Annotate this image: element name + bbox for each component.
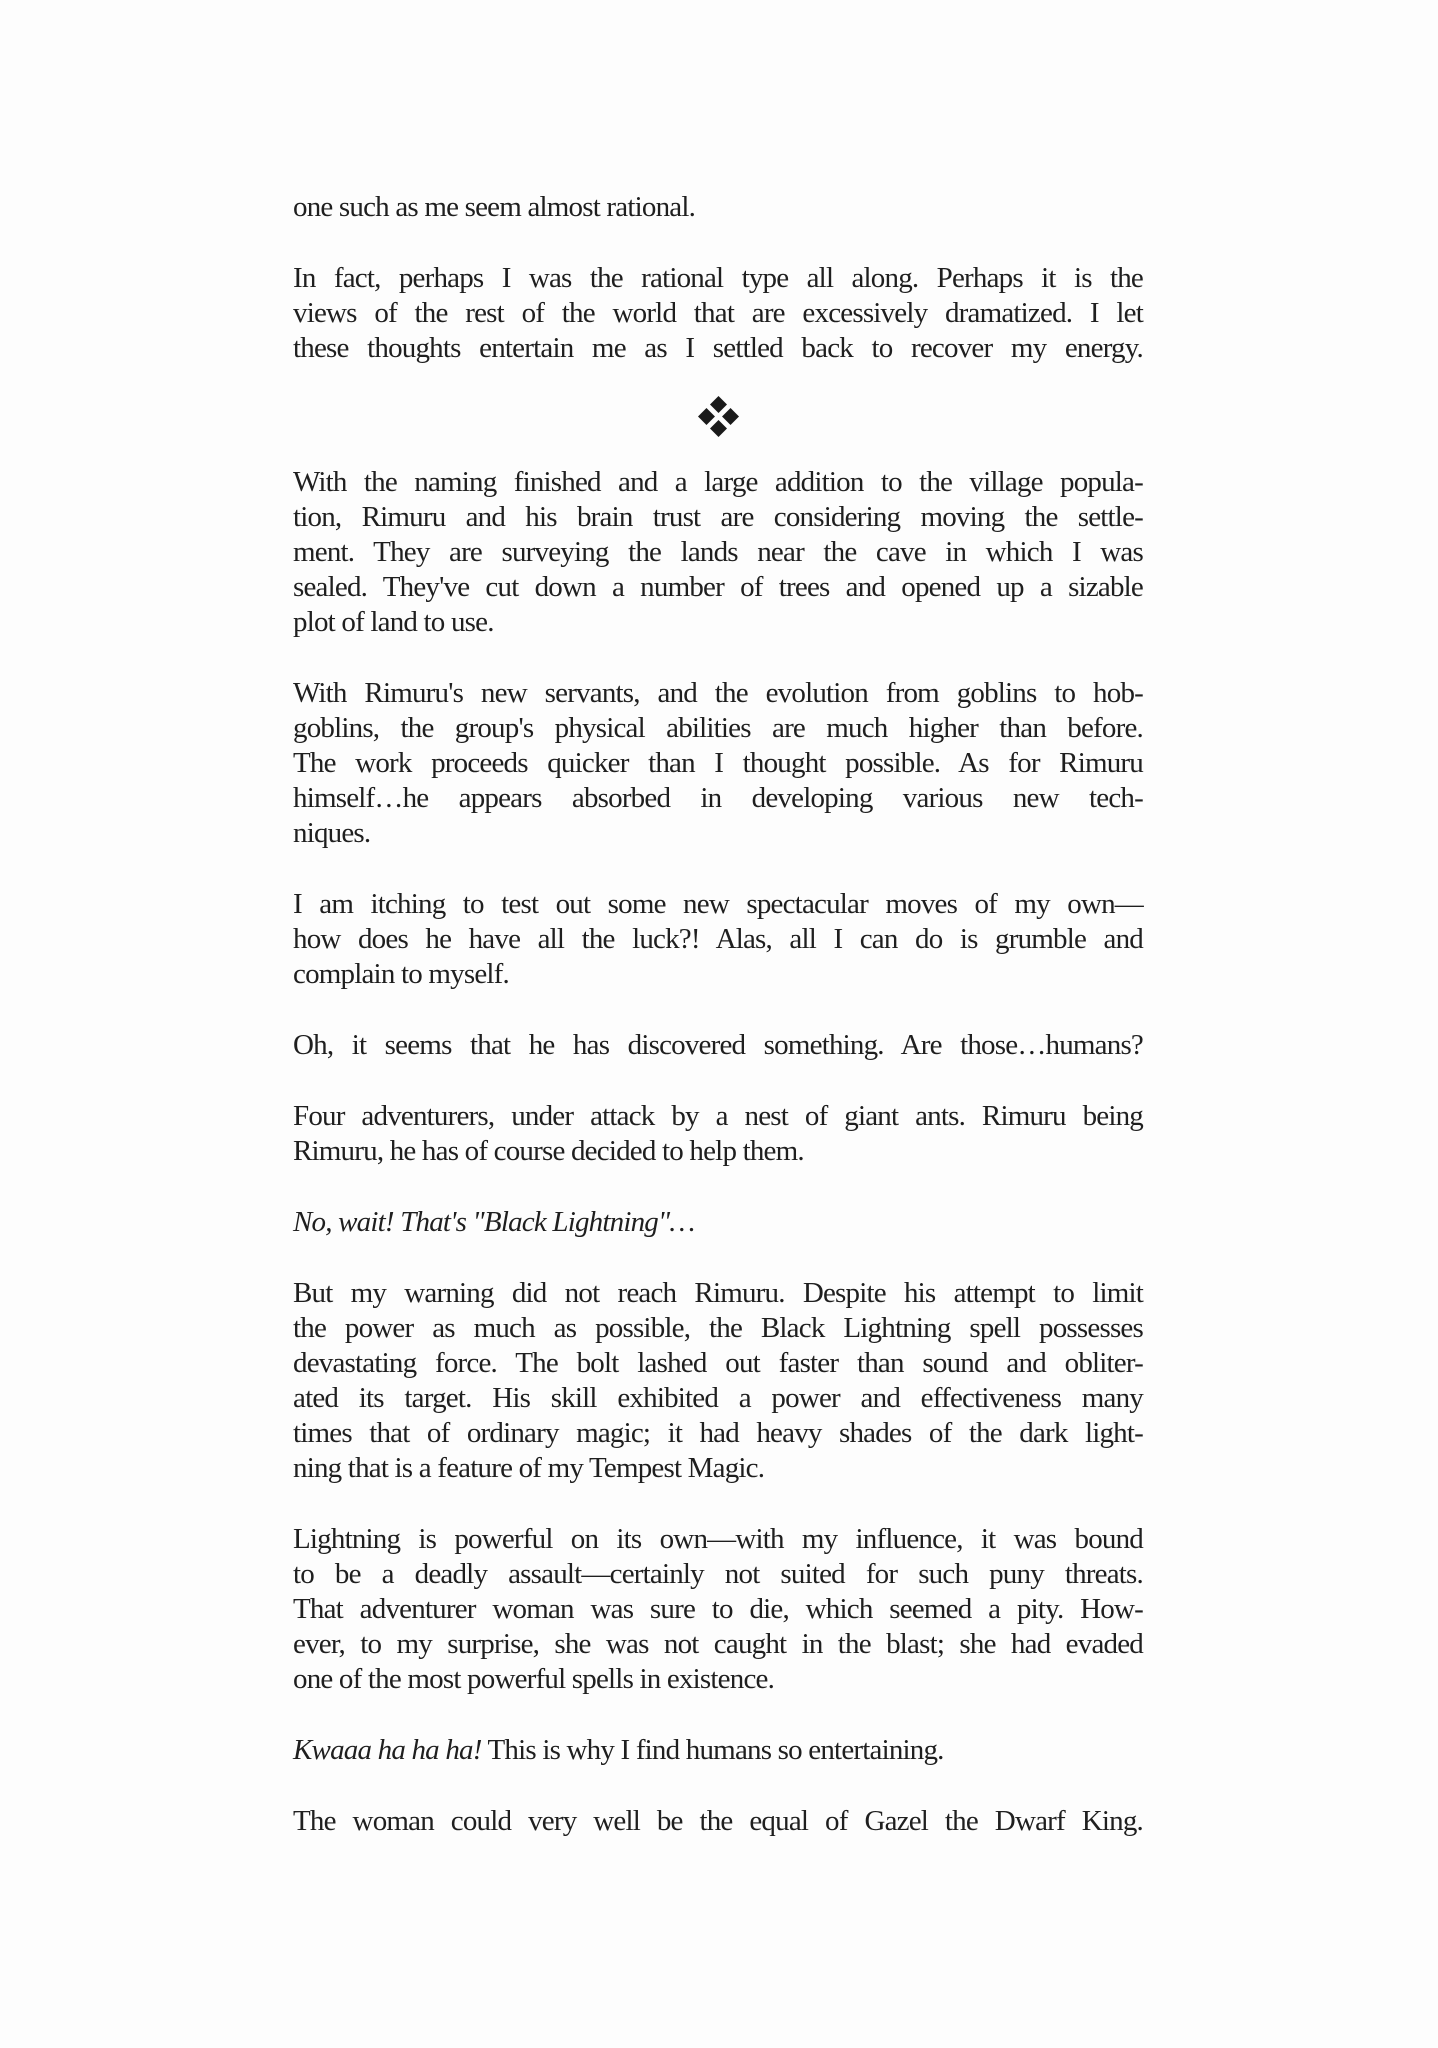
text-segment: niques. bbox=[293, 817, 371, 849]
text-line bbox=[293, 1451, 1143, 1486]
text-segment: himself…he appears absorbed in developing various new tech- bbox=[293, 782, 1143, 814]
text-line bbox=[293, 1311, 1143, 1346]
text-segment: This is why I find humans so entertaining. bbox=[481, 1734, 944, 1766]
text-segment: plot of land to use. bbox=[293, 606, 494, 638]
text-line bbox=[293, 465, 1143, 500]
text-line bbox=[293, 570, 1143, 605]
paragraph bbox=[293, 1099, 1143, 1169]
text-line bbox=[293, 1662, 1143, 1697]
text-line bbox=[293, 746, 1143, 781]
text-segment: The woman could very well be the equal of Gazel the Dwarf King. bbox=[293, 1805, 1143, 1837]
text-line bbox=[293, 1522, 1143, 1557]
text-segment: ever, to my surprise, she was not caught in the blast; she had evaded bbox=[293, 1628, 1143, 1660]
text-segment: I am itching to test out some new spectacular moves of my own— bbox=[293, 888, 1143, 920]
paragraph bbox=[293, 1276, 1143, 1486]
text-segment: the power as much as possible, the Black Lightning spell possesses bbox=[293, 1312, 1143, 1344]
text-line bbox=[293, 1804, 1143, 1839]
text-segment: With the naming finished and a large addition to the village popula- bbox=[293, 466, 1143, 498]
text-segment: Oh, it seems that he has discovered something. Are those…humans? bbox=[293, 1029, 1143, 1061]
text-segment: That adventurer woman was sure to die, which seemed a pity. How- bbox=[293, 1593, 1143, 1625]
paragraph bbox=[293, 887, 1143, 992]
text-segment: Four adventurers, under attack by a nest of giant ants. Rimuru being bbox=[293, 1100, 1143, 1132]
paragraph bbox=[293, 1733, 1143, 1768]
text-segment: one of the most powerful spells in existence. bbox=[293, 1663, 775, 1695]
four-diamond-ornament bbox=[697, 395, 738, 436]
text-line bbox=[293, 535, 1143, 570]
text-line bbox=[293, 781, 1143, 816]
text-line bbox=[293, 711, 1143, 746]
text-line bbox=[293, 1028, 1143, 1063]
text-segment: goblins, the group's physical abilities are much higher than before. bbox=[293, 712, 1143, 744]
text-segment: these thoughts entertain me as I settled back to recover my energy. bbox=[293, 332, 1143, 364]
text-segment: tion, Rimuru and his brain trust are considering moving the settle- bbox=[293, 501, 1143, 533]
text-segment: But my warning did not reach Rimuru. Despite his attempt to limit bbox=[293, 1277, 1143, 1309]
text-line bbox=[293, 190, 1143, 225]
text-line bbox=[293, 887, 1143, 922]
italic-text-segment: No, wait! That's "Black Lightning"… bbox=[293, 1206, 695, 1238]
text-segment: In fact, perhaps I was the rational type all along. Perhaps it is the bbox=[293, 262, 1143, 294]
text-line bbox=[293, 1099, 1143, 1134]
text-line bbox=[293, 1381, 1143, 1416]
text-segment: devastating force. The bolt lashed out faster than sound and obliter- bbox=[293, 1347, 1143, 1379]
text-line bbox=[293, 957, 1143, 992]
text-line bbox=[293, 605, 1143, 640]
text-line bbox=[293, 1627, 1143, 1662]
text-segment: times that of ordinary magic; it had heavy shades of the dark light- bbox=[293, 1417, 1143, 1449]
text-line bbox=[293, 1592, 1143, 1627]
text-line bbox=[293, 816, 1143, 851]
paragraph bbox=[293, 676, 1143, 851]
text-segment: complain to myself. bbox=[293, 958, 509, 990]
text-segment: how does he have all the luck?! Alas, all I can do is grumble and bbox=[293, 923, 1143, 955]
paragraph bbox=[293, 1804, 1143, 1839]
text-segment: to be a deadly assault—certainly not suited for such puny threats. bbox=[293, 1558, 1143, 1590]
text-segment: one such as me seem almost rational. bbox=[293, 191, 696, 223]
text-line bbox=[293, 296, 1143, 331]
paragraph bbox=[293, 465, 1143, 640]
paragraph bbox=[293, 1028, 1143, 1063]
text-line bbox=[293, 922, 1143, 957]
paragraph bbox=[293, 1522, 1143, 1697]
text-line bbox=[293, 1557, 1143, 1592]
text-line bbox=[293, 1134, 1143, 1169]
text-line bbox=[293, 676, 1143, 711]
text-segment: With Rimuru's new servants, and the evolution from goblins to hob- bbox=[293, 677, 1143, 709]
text-segment: Rimuru, he has of course decided to help them. bbox=[293, 1135, 804, 1167]
text-segment: sealed. They've cut down a number of trees and opened up a sizable bbox=[293, 571, 1143, 603]
text-segment: ment. They are surveying the lands near the cave in which I was bbox=[293, 536, 1143, 568]
text-block bbox=[293, 190, 1143, 1839]
text-line bbox=[293, 1205, 1143, 1240]
text-line bbox=[293, 1346, 1143, 1381]
text-segment: ning that is a feature of my Tempest Magic. bbox=[293, 1452, 765, 1484]
text-line bbox=[293, 1276, 1143, 1311]
paragraph bbox=[293, 1205, 1143, 1240]
text-line bbox=[293, 500, 1143, 535]
text-line bbox=[293, 261, 1143, 296]
text-segment: Lightning is powerful on its own—with my influence, it was bound bbox=[293, 1523, 1143, 1555]
text-line bbox=[293, 1733, 1143, 1768]
section-divider bbox=[293, 402, 1143, 430]
italic-text-segment: Kwaaa ha ha ha! bbox=[293, 1734, 482, 1766]
text-line bbox=[293, 1416, 1143, 1451]
text-segment: ated its target. His skill exhibited a power and effectiveness many bbox=[293, 1382, 1143, 1414]
text-segment: The work proceeds quicker than I thought possible. As for Rimuru bbox=[293, 747, 1143, 779]
text-line bbox=[293, 331, 1143, 366]
paragraph bbox=[293, 190, 1143, 225]
paragraph bbox=[293, 261, 1143, 366]
text-segment: views of the rest of the world that are excessively dramatized. I let bbox=[293, 297, 1143, 329]
